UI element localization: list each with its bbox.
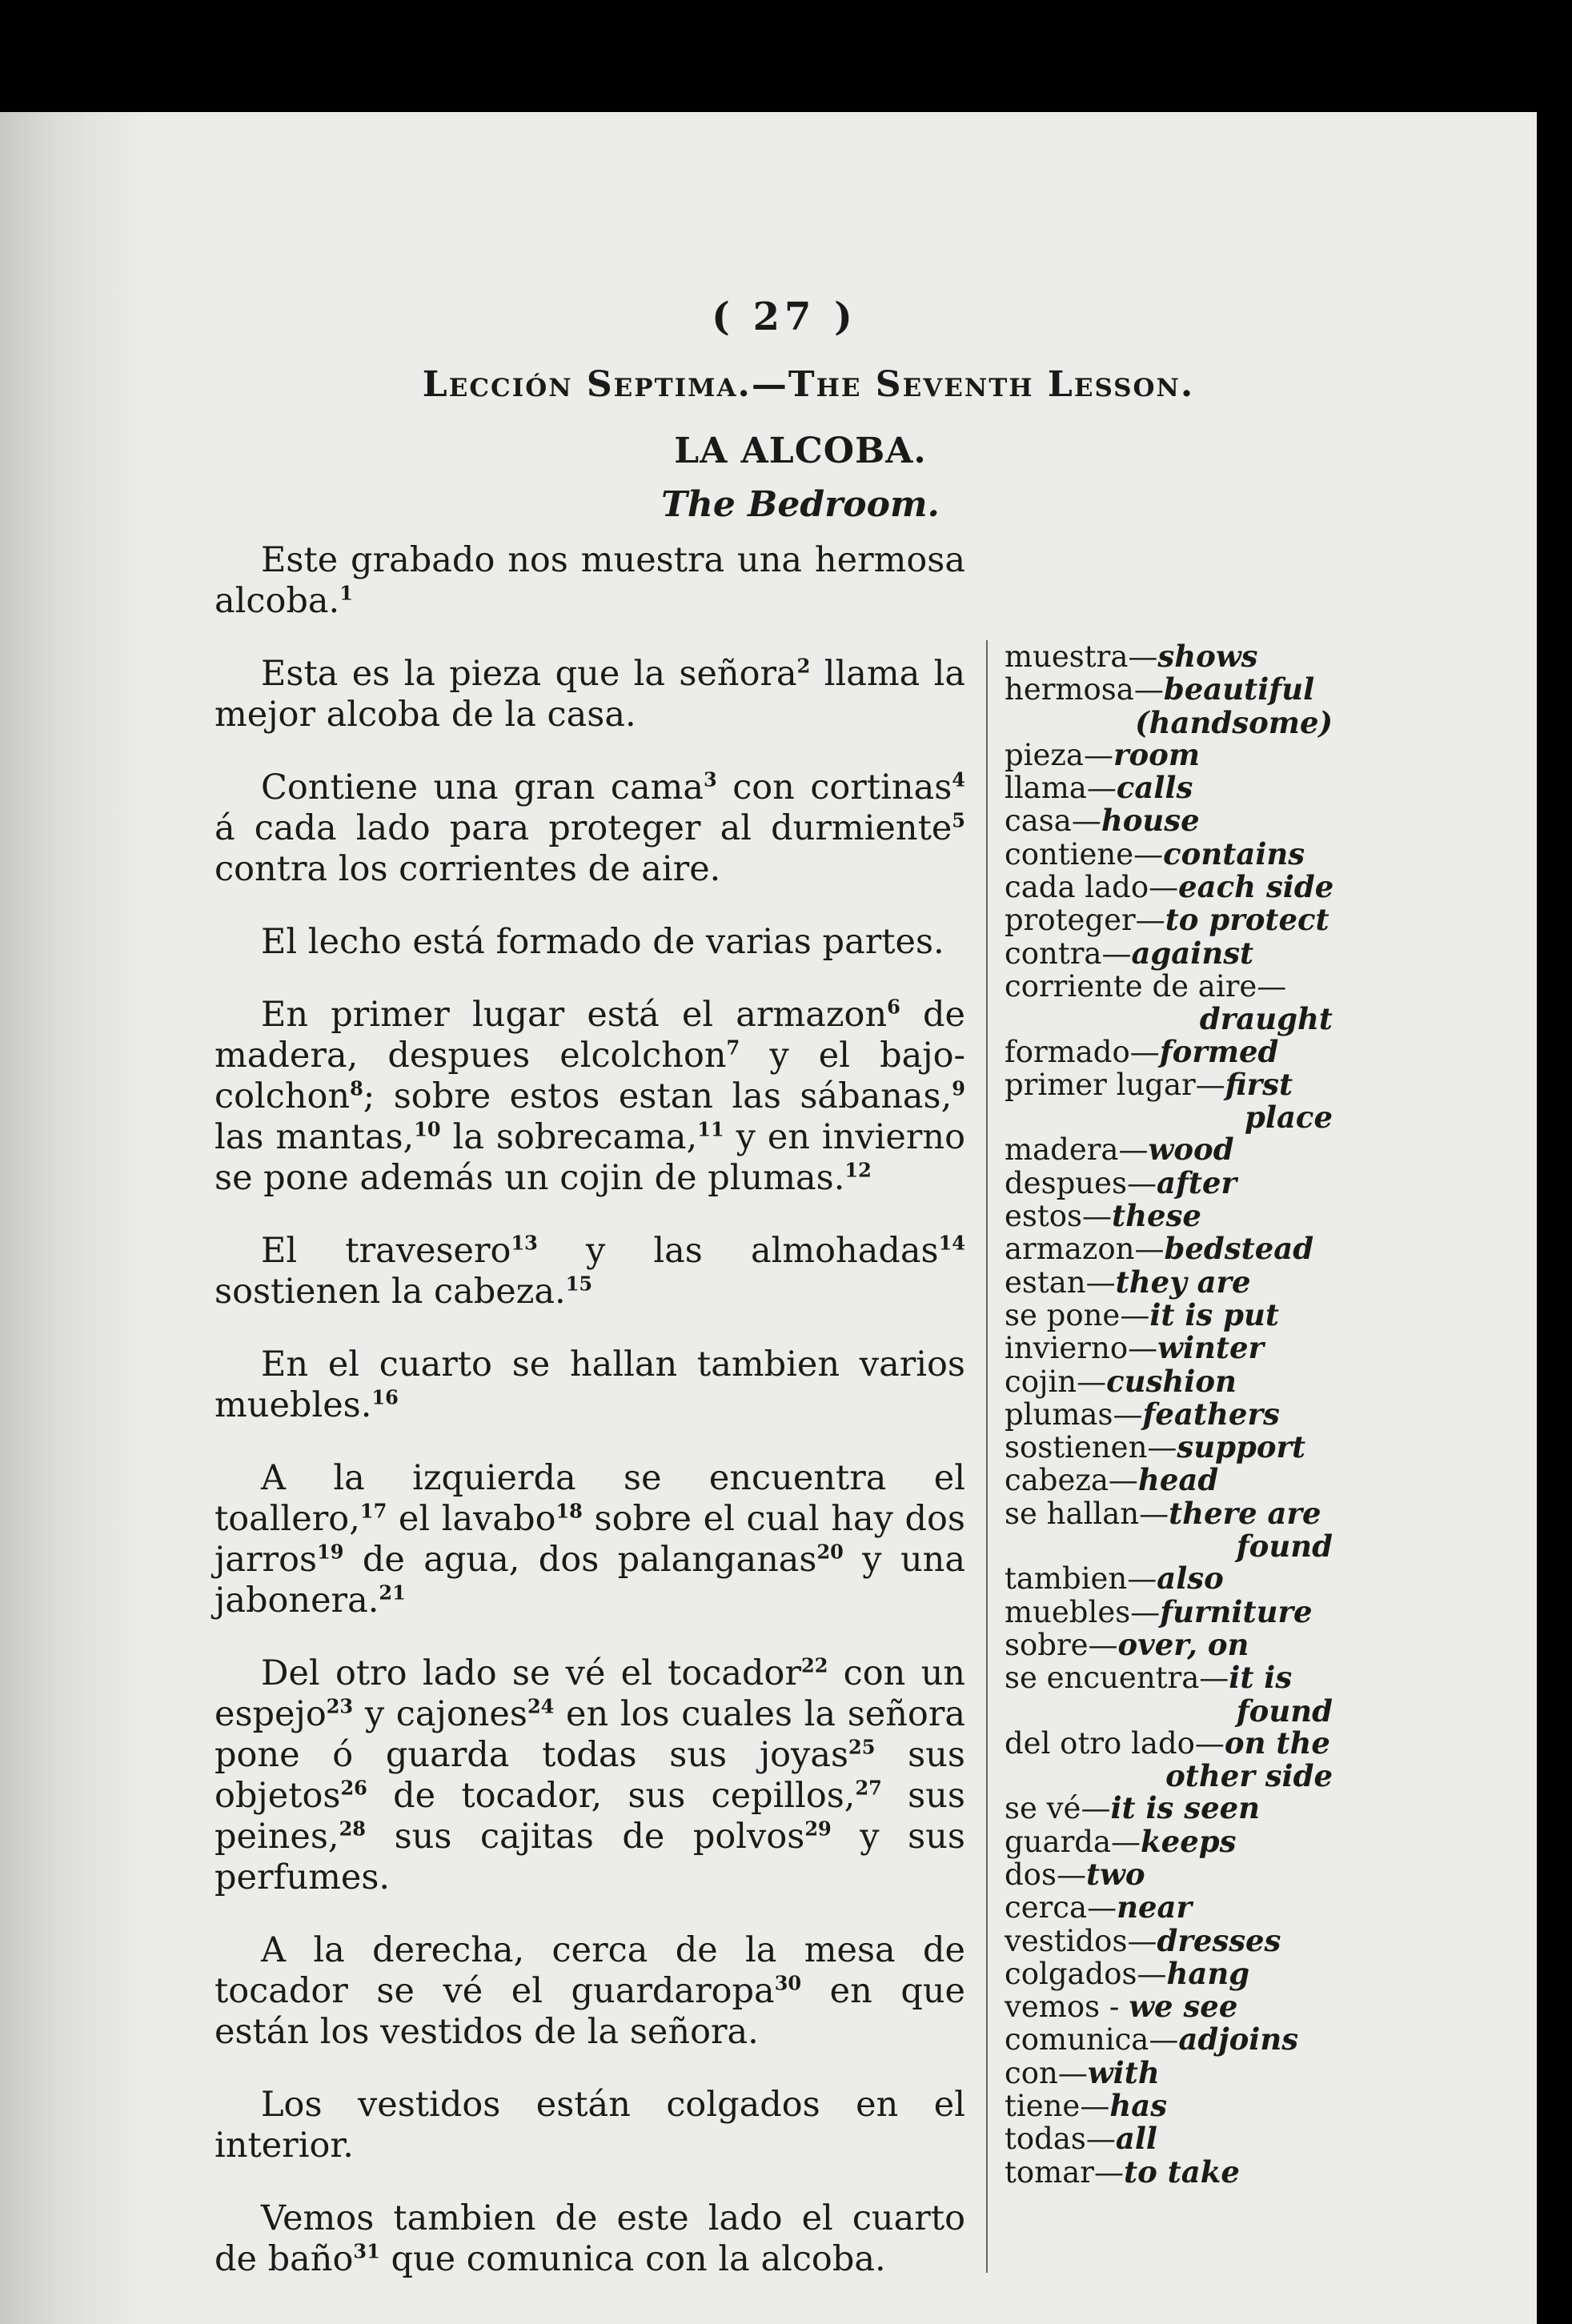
paragraph-text: En primer lugar está el armazon — [261, 995, 888, 1035]
glossary-translation: there are — [1169, 1495, 1321, 1531]
book-page — [0, 112, 1537, 2324]
glossary-translation: also — [1157, 1561, 1224, 1597]
glossary-translation: each side — [1178, 869, 1334, 905]
glossary-entry — [1005, 1398, 1341, 1431]
glossary-entry — [1005, 1296, 1341, 1332]
paragraph — [215, 1458, 965, 1621]
paragraph — [215, 767, 965, 890]
paragraph-text: llama la mejor alcoba de la casa. — [215, 654, 965, 735]
glossary-continuation: found — [1236, 1693, 1333, 1729]
paragraph-text: Este grabado nos muestra una hermosa alcoba. — [215, 540, 965, 621]
paragraph-text: y sus perfumes. — [215, 1817, 965, 1897]
glossary-term: cabeza— — [1005, 1463, 1138, 1498]
glossary-term: hermosa— — [1005, 672, 1164, 707]
paragraph-text: Vemos tambien de este lado el cuarto de baño — [215, 2198, 965, 2279]
glossary-translation: hang — [1166, 1955, 1250, 1991]
glossary-translation: two — [1085, 1856, 1145, 1892]
glossary-entry — [1005, 1232, 1341, 1265]
glossary-term: tomar— — [1005, 2154, 1124, 2190]
paragraph-text: y una jabonera. — [215, 1540, 966, 1621]
glossary-entry — [1005, 1164, 1341, 1200]
glossary-entry — [1005, 736, 1341, 772]
glossary-entry — [1005, 673, 1341, 706]
paragraph-text: El lecho está formado de varias partes. — [261, 922, 944, 962]
glossary-term: llama— — [1005, 771, 1117, 806]
footnote-marker: 16 — [371, 1385, 399, 1409]
glossary-entry — [1005, 1332, 1341, 1364]
glossary-entry — [1005, 1200, 1341, 1232]
footnote-marker: 24 — [527, 1694, 555, 1718]
glossary-entry — [1005, 937, 1341, 970]
glossary-entry — [1005, 1922, 1341, 1958]
glossary-translation: it is seen — [1110, 1790, 1261, 1826]
glossary-entry — [1005, 871, 1341, 904]
glossary-continuation: other side — [1165, 1758, 1333, 1794]
glossary-translation: dresses — [1157, 1922, 1281, 1958]
paragraph — [215, 1231, 965, 1312]
footnote-marker: 30 — [774, 1971, 802, 1995]
glossary-translation: furniture — [1160, 1593, 1313, 1629]
glossary-translation: house — [1101, 803, 1200, 839]
glossary-translation: beautiful — [1163, 671, 1315, 707]
glossary-term: plumas— — [1005, 1396, 1143, 1432]
paragraph-text: En el cuarto se hallan tambien varios muebles. — [215, 1344, 965, 1425]
footnote-marker: 4 — [952, 767, 965, 791]
paragraph-text: sostienen la cabeza. — [215, 1272, 566, 1312]
glossary-term: contiene— — [1005, 836, 1164, 872]
glossary-term: se encuentra— — [1005, 1661, 1229, 1696]
glossary-entry — [1005, 1990, 1341, 2023]
glossary-term: se hallan— — [1005, 1496, 1169, 1531]
glossary-entry — [1005, 2122, 1341, 2155]
glossary-term: madera— — [1005, 1132, 1149, 1168]
paragraph-text: Del otro lado se vé el tocador — [261, 1653, 801, 1693]
glossary-term: corriente de aire— — [1005, 968, 1287, 1004]
glossary-term: estan— — [1005, 1264, 1116, 1300]
glossary-term: cojin— — [1005, 1364, 1107, 1399]
glossary-column — [1005, 640, 1341, 2189]
glossary-term: cerca— — [1005, 1890, 1117, 1925]
glossary-entry — [1005, 1891, 1341, 1924]
paragraph — [215, 1344, 965, 1426]
glossary-translation: these — [1112, 1198, 1201, 1234]
glossary-term: muebles— — [1005, 1594, 1161, 1629]
glossary-term: casa— — [1005, 803, 1101, 839]
footnote-marker: 6 — [887, 995, 900, 1019]
glossary-term: proteger— — [1005, 903, 1165, 938]
glossary-term: se vé— — [1005, 1791, 1111, 1826]
footnote-marker: 25 — [848, 1735, 876, 1759]
paragraph-text: las mantas, — [215, 1117, 415, 1157]
glossary-term: colgados— — [1005, 1956, 1167, 1991]
footnote-marker: 12 — [844, 1158, 872, 1182]
glossary-entry — [1005, 1727, 1341, 1760]
footnote-marker: 2 — [796, 654, 811, 678]
section-subtitle: The Bedroom. — [661, 484, 940, 525]
glossary-translation: adjoins — [1178, 2021, 1299, 2058]
paragraph-text: de tocador, sus cepillos, — [367, 1776, 856, 1816]
glossary-entry — [1005, 904, 1341, 936]
paragraph — [215, 995, 965, 1199]
glossary-translation: has — [1109, 2088, 1168, 2124]
glossary-entry — [1005, 2156, 1341, 2189]
paragraph-text: El travesero — [261, 1231, 511, 1271]
glossary-entry — [1005, 1497, 1341, 1530]
glossary-term: guarda— — [1005, 1824, 1141, 1859]
footnote-marker: 31 — [353, 2239, 380, 2263]
glossary-term: se pone— — [1005, 1297, 1150, 1332]
glossary-translation: room — [1113, 736, 1200, 772]
glossary-entry — [1005, 1266, 1341, 1299]
page-number: ( 27 ) — [712, 295, 857, 339]
glossary-term: invierno— — [1005, 1331, 1158, 1366]
paragraph-text: con un espejo — [215, 1653, 965, 1734]
section-title: LA ALCOBA. — [674, 431, 927, 471]
footnote-marker: 11 — [697, 1117, 724, 1141]
main-text-column — [215, 540, 965, 2312]
footnote-marker: 29 — [804, 1817, 832, 1841]
paragraph-text: de madera, despues elcolchon — [215, 995, 965, 1076]
column-divider — [986, 640, 988, 2273]
glossary-entry — [1005, 771, 1341, 804]
glossary-entry — [1005, 1431, 1341, 1464]
paragraph-text: en que están los vestidos de la señora. — [215, 1971, 965, 2052]
glossary-entry — [1005, 1464, 1341, 1497]
paragraph-text: sus objetos — [215, 1735, 965, 1816]
glossary-translation: against — [1131, 935, 1254, 971]
paragraph-text: Esta es la pieza que la señora — [261, 654, 797, 694]
paragraph — [215, 2085, 965, 2166]
footnote-marker: 13 — [511, 1231, 538, 1255]
glossary-term: sostienen— — [1005, 1430, 1177, 1465]
glossary-term: tiene— — [1005, 2089, 1110, 2124]
glossary-translation: with — [1087, 2054, 1160, 2090]
glossary-translation: we see — [1129, 1989, 1238, 2025]
glossary-term: dos— — [1005, 1857, 1086, 1892]
paragraph-text: que comunica con la alcoba. — [379, 2239, 886, 2279]
glossary-entry — [1005, 2090, 1341, 2122]
footnote-marker: 14 — [938, 1231, 965, 1255]
glossary-translation: calls — [1116, 770, 1193, 806]
lesson-heading: Lección Septima.—The Seventh Lesson. — [422, 364, 1195, 405]
paragraph-text: contra los corrientes de aire. — [215, 849, 721, 889]
glossary-entry — [1005, 1133, 1341, 1166]
glossary-translation: over, on — [1117, 1626, 1249, 1662]
footnote-marker: 9 — [952, 1076, 965, 1100]
paragraph-text: con cortinas — [716, 767, 952, 807]
glossary-continuation: place — [1245, 1100, 1333, 1136]
glossary-translation: shows — [1157, 639, 1258, 674]
paragraph — [215, 654, 965, 735]
footnote-marker: 26 — [340, 1776, 367, 1800]
paragraph-text: la sobrecama, — [440, 1117, 698, 1157]
paragraph-text: sus peines, — [215, 1776, 965, 1857]
glossary-term: pieza— — [1005, 737, 1113, 772]
glossary-term: vestidos— — [1005, 1923, 1157, 1958]
glossary-translation: first — [1225, 1066, 1293, 1102]
footnote-marker: 20 — [816, 1540, 844, 1564]
glossary-translation: feathers — [1142, 1396, 1280, 1432]
glossary-term: despues— — [1005, 1165, 1157, 1200]
footnote-marker: 7 — [726, 1036, 740, 1060]
glossary-entry — [1005, 1626, 1341, 1662]
paragraph-text: A la izquierda se encuentra el toallero, — [215, 1458, 965, 1539]
paragraph-text: sobre el cual hay dos jarros — [215, 1499, 965, 1580]
glossary-translation: formed — [1159, 1033, 1279, 1069]
glossary-translation: winter — [1157, 1330, 1265, 1366]
glossary-translation: to protect — [1165, 902, 1329, 938]
page-binding-shadow — [0, 112, 144, 2324]
paragraph-text: el lavabo — [387, 1499, 556, 1539]
paragraph-text: de agua, dos palanganas — [343, 1540, 817, 1580]
glossary-translation: all — [1115, 2121, 1157, 2157]
glossary-translation: to take — [1123, 2154, 1240, 2190]
glossary-translation: after — [1156, 1164, 1237, 1200]
glossary-entry — [1005, 1825, 1341, 1858]
glossary-term: formado— — [1005, 1034, 1160, 1069]
glossary-continuation: found — [1236, 1529, 1333, 1565]
glossary-entry — [1005, 1033, 1341, 1069]
paragraph-text: A la derecha, cerca de la mesa de tocador se vé el guardaropa — [215, 1930, 965, 2011]
paragraph — [215, 1653, 965, 1898]
paragraph — [215, 1930, 965, 2053]
glossary-entry — [1005, 2054, 1341, 2090]
paragraph-text: ; sobre estos estan las sábanas, — [363, 1076, 952, 1116]
footnote-marker: 3 — [704, 767, 717, 791]
glossary-translation: support — [1177, 1429, 1306, 1465]
glossary-continuation: (handsome) — [1135, 704, 1333, 740]
glossary-translation: keeps — [1141, 1823, 1237, 1859]
glossary-term: comunica— — [1005, 2022, 1179, 2058]
footnote-marker: 28 — [339, 1817, 367, 1841]
footnote-marker: 27 — [855, 1776, 882, 1800]
glossary-term: con— — [1005, 2055, 1088, 2090]
footnote-marker: 8 — [350, 1076, 363, 1100]
footnote-marker: 18 — [555, 1499, 583, 1523]
paragraph-text: sus cajitas de polvos — [366, 1817, 805, 1857]
glossary-entry — [1005, 1593, 1341, 1629]
glossary-entry — [1005, 1858, 1341, 1891]
glossary-term: cada lado— — [1005, 870, 1179, 905]
paragraph-text: y cajones — [353, 1694, 527, 1734]
footnote-marker: 21 — [379, 1581, 406, 1605]
glossary-entry — [1005, 804, 1341, 837]
paragraph-text: y las almohadas — [537, 1231, 939, 1271]
footnote-marker: 17 — [359, 1499, 387, 1523]
glossary-entry — [1005, 835, 1341, 872]
paragraph — [215, 922, 965, 963]
glossary-entry — [1005, 1365, 1341, 1398]
glossary-term: del otro lado— — [1005, 1725, 1225, 1761]
glossary-translation: on the — [1224, 1725, 1330, 1761]
glossary-translation: head — [1137, 1462, 1219, 1498]
glossary-translation: near — [1117, 1889, 1193, 1925]
footnote-marker: 1 — [339, 581, 353, 605]
glossary-translation: it is — [1229, 1660, 1293, 1696]
glossary-term: estos— — [1005, 1199, 1113, 1234]
paragraph-text: en los cuales la señora pone ó guarda todas sus joyas — [215, 1694, 966, 1775]
glossary-continuation: draught — [1199, 1001, 1333, 1037]
glossary-entry — [1005, 1792, 1341, 1825]
glossary-term: contra— — [1005, 936, 1132, 971]
footnote-marker: 22 — [801, 1653, 828, 1677]
glossary-term: sobre— — [1005, 1627, 1118, 1662]
paragraph — [215, 2198, 965, 2280]
glossary-translation: bedstead — [1164, 1231, 1314, 1267]
glossary-entry — [1005, 1957, 1341, 1990]
glossary-term: tambien— — [1005, 1561, 1157, 1597]
glossary-entry — [1005, 1562, 1341, 1595]
paragraph-text: Contiene una gran cama — [261, 767, 704, 807]
footnote-marker: 5 — [952, 808, 965, 832]
glossary-entry — [1005, 1661, 1341, 1694]
glossary-term: todas— — [1005, 2122, 1116, 2157]
paragraph-text: Los vestidos están colgados en el interior. — [215, 2085, 965, 2166]
footnote-marker: 15 — [565, 1272, 593, 1296]
glossary-translation: they are — [1115, 1264, 1251, 1300]
glossary-entry — [1005, 1068, 1341, 1101]
glossary-term: armazon— — [1005, 1232, 1165, 1267]
glossary-translation: cushion — [1106, 1363, 1237, 1399]
glossary-translation: it is put — [1149, 1296, 1280, 1332]
paragraph-text: y el bajo-colchon — [215, 1036, 965, 1116]
glossary-translation: wood — [1148, 1132, 1234, 1168]
footnote-marker: 19 — [317, 1540, 344, 1564]
glossary-term: vemos - — [1005, 1989, 1129, 2025]
glossary-term: muestra— — [1005, 639, 1158, 674]
paragraph — [215, 540, 965, 622]
glossary-translation: contains — [1163, 835, 1305, 872]
glossary-entry — [1005, 640, 1341, 673]
paragraph-text: y en invierno se pone además un cojin de plumas. — [215, 1117, 966, 1198]
footnote-marker: 10 — [414, 1117, 441, 1141]
glossary-entry — [1005, 2023, 1341, 2056]
footnote-marker: 23 — [326, 1694, 354, 1718]
paragraph-text: á cada lado para proteger al durmiente — [215, 808, 952, 848]
glossary-term: primer lugar— — [1005, 1067, 1225, 1102]
glossary-entry — [1005, 970, 1341, 1003]
